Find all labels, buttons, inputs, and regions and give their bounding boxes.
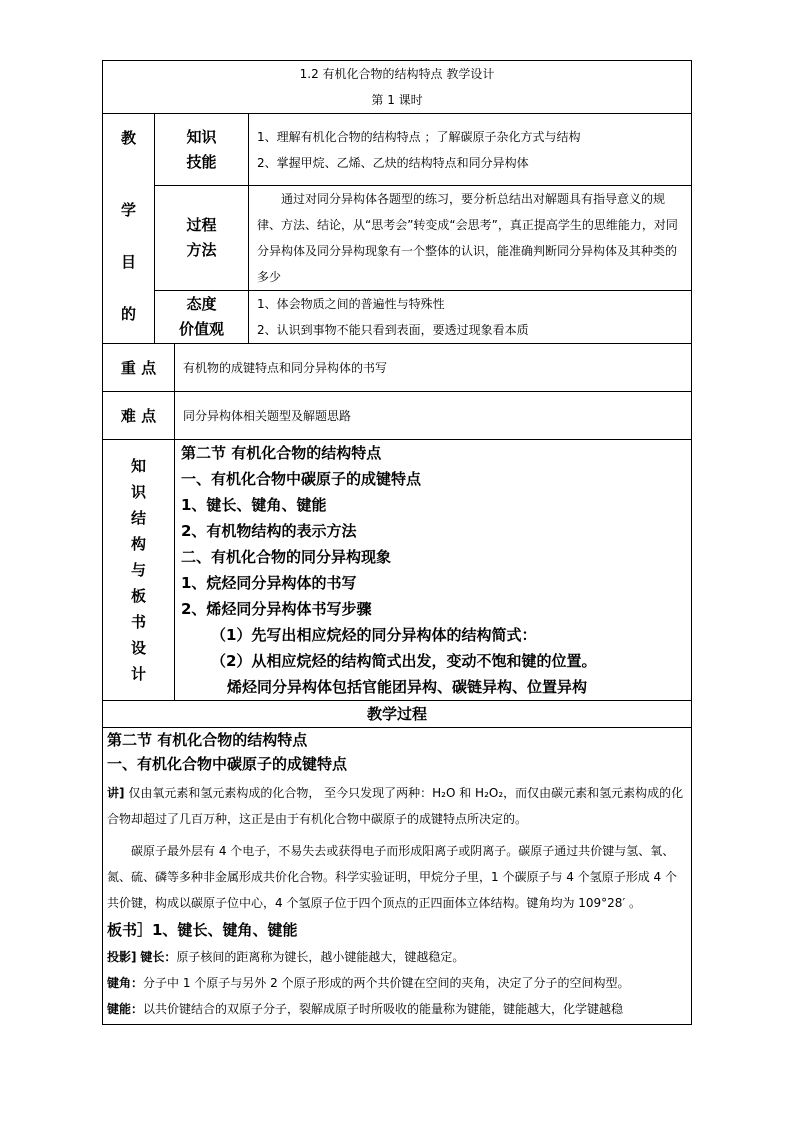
- board-label-char: 板: [130, 587, 146, 605]
- board-label-char: 识: [130, 483, 146, 501]
- board-label-char: 书: [130, 613, 146, 631]
- difficulty-label: 难 点: [103, 392, 175, 440]
- board-label-char: 设: [130, 639, 146, 657]
- board-design-content: [175, 440, 692, 701]
- difficulty-content: 同分异构体相关题型及解题思路: [175, 392, 692, 440]
- board-line-item: （1）先写出相应烷烃的同分异构体的结构简式：: [211, 626, 537, 644]
- board-line-item: （2）从相应烷烃的结构简式出发，变动不饱和键的位置。: [211, 652, 597, 670]
- bond-energy-line: 键能：以共价键结合的双原子分子，裂解成原子时所吸收的能量称为键能，键能越大，化学键越稳: [107, 1002, 624, 1016]
- board-label-char: 与: [130, 561, 146, 579]
- header-cell: [103, 61, 692, 114]
- teaching-process-title: 教学过程: [103, 701, 692, 728]
- board-label-char: 构: [130, 535, 146, 553]
- attitude-content: 1、体会物质之间的普遍性与特殊性 2、认识到事物不能只看到表面，要透过现象看本质: [249, 291, 692, 344]
- board-line-item: 烯烃同分异构体包括官能团异构、碳链异构、位置异构: [227, 678, 588, 696]
- board-design-label: [103, 440, 175, 701]
- board-line-item: 一、有机化合物中碳原子的成键特点: [181, 470, 422, 488]
- board-line-item: 2、有机物结构的表示方法: [181, 522, 357, 540]
- board-line-item: 1、烷烃同分异构体的书写: [181, 574, 357, 592]
- board-label-char: 计: [130, 665, 146, 683]
- board-line-item: 二、有机化合物的同分异构现象: [181, 548, 392, 566]
- subsection-heading: 一、有机化合物中碳原子的成键特点: [107, 755, 348, 773]
- knowledge-label: 知识 技能: [155, 114, 249, 186]
- board-label-char: 知: [130, 457, 146, 475]
- lesson-plan-table: [102, 60, 692, 1025]
- objectives-label: 教 学 目 的: [103, 114, 155, 344]
- section-heading: 第二节 有机化合物的结构特点: [107, 731, 308, 749]
- knowledge-content: 1、理解有机化合物的结构特点 ；了解碳原子杂化方式与结构 2、掌握甲烷、乙烯、乙炔的结构特点和同分异构体: [249, 114, 692, 186]
- attitude-label: 态度 价值观: [155, 291, 249, 344]
- board-line: 板书］1、键长、键角、键能: [107, 921, 298, 939]
- document-title: 1.2 有机化合物的结构特点 教学设计: [299, 67, 495, 81]
- bond-angle-line: 键角：分子中 1 个原子与另外 2 个原子形成的两个共价键在空间的夹角，决定了分子的空间构型。: [107, 976, 630, 990]
- process-method-content: 通过对同分异构体各题型的练习，要分析总结出对解题具有指导意义的规律、方法、结论，从“思考会”转变成“会思考”，真正提高学生的思维能力，对同分异构体及同分异构现象有一个整体的认识，能准确判断同分异构体及其种类的多少: [249, 186, 692, 291]
- key-point-label: 重 点: [103, 344, 175, 392]
- board-line-item: 1、键长、键角、键能: [181, 496, 327, 514]
- key-point-content: 有机物的成键特点和同分异构体的书写: [175, 344, 692, 392]
- carbon-paragraph: 碳原子最外层有 4 个电子，不易失去或获得电子而形成阳离子或阴离子。碳原子通过共价键与氢、氧、氮、硫、磷等多种非金属形成共价化合物。科学实验证明，甲烷分子里，1 个碳原子与 4 个氢原子形成 4 个共价键，构成以碳原子位中心，4 个氢原子位于四个顶点的正四面体立体结构。键角均为 109°28′ 。: [107, 844, 677, 910]
- teaching-process-content: [103, 728, 692, 1025]
- projection-tag: 投影]: [107, 950, 137, 964]
- board-line-item: 2、烯烃同分异构体书写步骤: [181, 600, 372, 618]
- lesson-plan-page: [102, 60, 691, 1025]
- bond-length-line: 投影] 键长：原子核间的距离称为键长，越小键能越大，键越稳定。: [107, 950, 465, 964]
- lecture-tag: 讲]: [107, 786, 125, 800]
- board-label-char: 结: [130, 509, 146, 527]
- board-line-item: 第二节 有机化合物的结构特点: [181, 444, 382, 462]
- lecture-paragraph: 讲] 仅由氧元素和氢元素构成的化合物， 至今只发现了两种：H₂O 和 H₂O₂，而仅由碳元素和氢元素构成的化合物却超过了几百万种，这正是由于有机化合物中碳原子的成键特点所决定的。: [107, 786, 684, 826]
- lesson-number: 第 1 课时: [371, 93, 423, 107]
- process-method-label: 过程 方法: [155, 186, 249, 291]
